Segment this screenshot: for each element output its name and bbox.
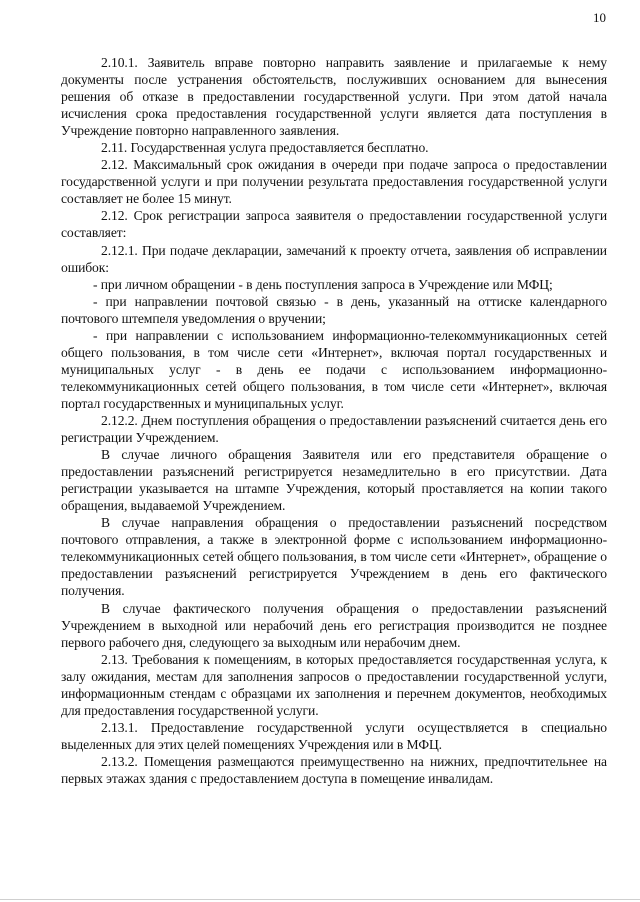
paragraph-holiday-request: В случае фактического получения обращения о предоставлении разъяснений Учреждением в выходной или нерабочий день его регистрация производится не позднее первого рабочего дня, следующего за выходным или нерабочим днем.: [61, 600, 607, 650]
paragraph-personal-request: В случае личного обращения Заявителя или его представителя обращение о предоставлении разъяснений регистрируется незамедлительно в его присутствии. Дата регистрации указывается на штампе Учреждения, который проставляется на копии такого обращения, выдаваемой Учреждением.: [61, 447, 607, 514]
paragraph-2-12-registration-term: 2.12. Срок регистрации запроса заявителя о предоставлении государственной услуги составляет:: [61, 208, 607, 241]
document-body: [61, 54, 607, 787]
list-item-personal-visit: - при личном обращении - в день поступления запроса в Учреждение или МФЦ;: [93, 276, 553, 292]
paragraph-2-12-max-wait: 2.12. Максимальный срок ожидания в очереди при подаче запроса о предоставлении государственной услуги и при получении результата предоставления государственной услуги составляет не более 15 минут.: [61, 157, 607, 207]
paragraph-2-13-2: 2.13.2. Помещения размещаются преимущественно на нижних, предпочтительнее на первых этажах здания с предоставлением доступа в помещение инвалидам.: [61, 753, 607, 786]
page-number: 10: [593, 10, 606, 25]
paragraph-2-11: 2.11. Государственная услуга предоставляется бесплатно.: [101, 140, 429, 156]
list-item-postal: - при направлении почтовой связью - в день, указанный на оттиске календарного почтового штемпеля уведомления о вручении;: [61, 293, 607, 326]
paragraph-2-13: 2.13. Требования к помещениям, в которых предоставляется государственная услуга, к залу ожидания, местам для заполнения запросов о предоставлении государственной услуги, информационным стендам с образцами их заполнения и перечнем документов, необходимых для предоставления государственной услуги.: [61, 651, 607, 718]
scan-bottom-edge: [0, 899, 640, 900]
paragraph-2-10-1: 2.10.1. Заявитель вправе повторно направить заявление и прилагаемые к нему документы после устранения обстоятельств, послуживших основанием для вынесения решения об отказе в предоставлении государственной услуги. При этом датой начала исчисления срока предоставления государственной услуги является дата поступления в Учреждение повторно направленного заявления.: [61, 55, 607, 139]
paragraph-2-12-2: 2.12.2. Днем поступления обращения о предоставлении разъяснений считается день его регистрации Учреждением.: [61, 412, 607, 446]
paragraph-postal-request: В случае направления обращения о предоставлении разъяснений посредством почтового отправления, а также в электронной форме с использованием информационно-телекоммуникационных сетей общего пользования, в том числе сети «Интернет», обращение о предоставлении разъяснений регистрируется Учреждением в день его фактического получения.: [61, 515, 607, 599]
paragraph-2-12-1: 2.12.1. При подаче декларации, замечаний к проекту отчета, заявления об исправлении ошибок:: [61, 242, 607, 275]
list-item-internet: - при направлении с использованием информационно-телекоммуникационных сетей общего пользования, в том числе сети «Интернет», включая портал государственных и муниципальных услуг - в день ее подачи с использованием информационно-телекоммуникационных сетей общего пользования, в том числе сети «Интернет», включая портал государственных и муниципальных услуг.: [61, 327, 607, 411]
paragraph-2-13-1: 2.13.1. Предоставление государственной услуги осуществляется в специально выделенных для этих целей помещениях Учреждения или в МФЦ.: [61, 719, 607, 752]
